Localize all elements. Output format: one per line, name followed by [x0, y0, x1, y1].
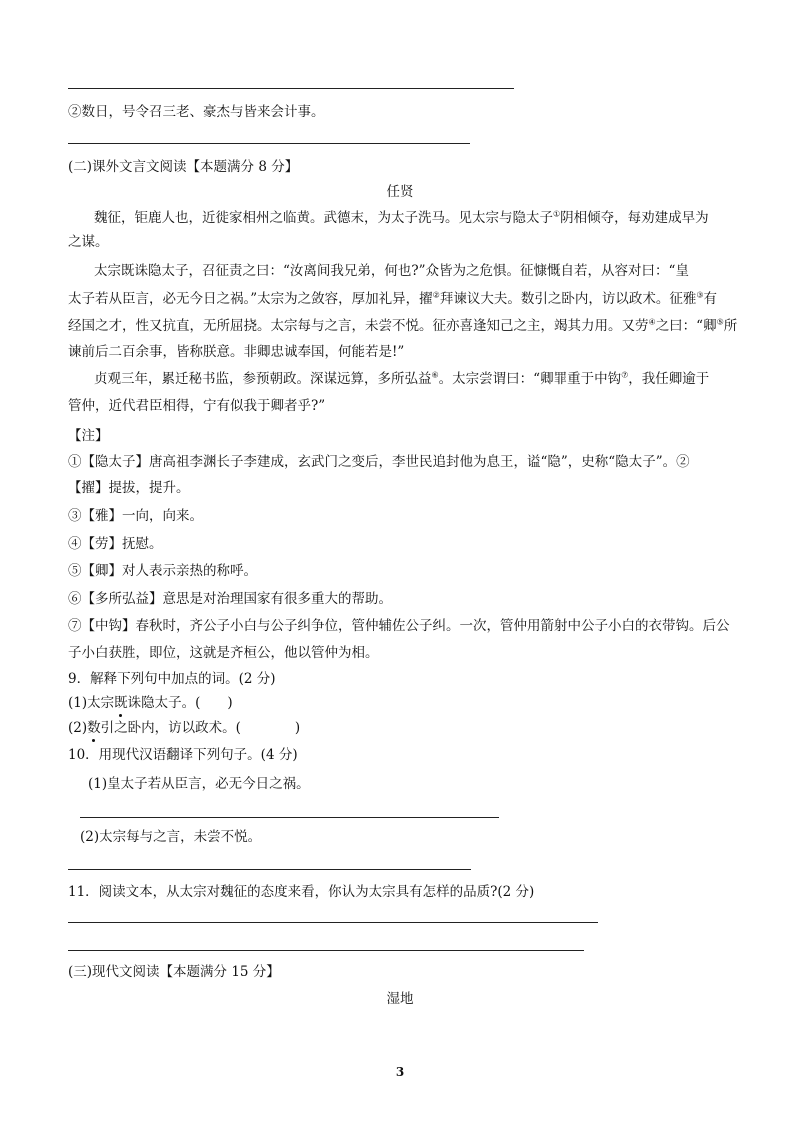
note-item: ⑥【多所弘益】意思是对治理国家有很多重大的帮助。 — [68, 591, 392, 607]
note-item: ③【雅】一向，向来。 — [68, 508, 203, 524]
notes-title: 【注】 — [68, 428, 109, 444]
answer-line[interactable] — [80, 817, 499, 818]
section-header: (二)课外文言文阅读【本题满分 8 分】 — [68, 159, 299, 175]
question-subitem: (1)皇太子若从臣言，必无今日之祸。 — [88, 776, 310, 792]
note-item: 子小白获胜，即位，这就是齐桓公，他以管仲为相。 — [68, 645, 379, 661]
note-item: ⑦【中钩】春秋时，齐公子小白与公子纠争位，管仲辅佐公子纠。一次，管仲用箭射中公子小白的衣带钩。后公 — [68, 618, 730, 634]
answer-line[interactable] — [68, 869, 471, 870]
passage-paragraph-cont: 经国之才，性又抗直，无所屈挠。太宗每与之言，未尝不悦。征亦喜逢知己之主，竭其力用。又劳④之曰：“卿⑤所 — [68, 317, 738, 334]
question-subitem: (2)数引之卧内，访以政术。( ) — [68, 720, 301, 736]
question-subitem: (1)太宗既诛隐太子。( ) — [68, 695, 233, 711]
passage-paragraph-cont: 太子若从臣言，必无今日之祸。”太宗为之敛容，厚加礼异，擢②拜谏议大夫。数引之卧内，访以政术。征雅③有 — [68, 290, 717, 307]
question-stem: 10．用现代汉语翻译下列句子。(4 分) — [68, 747, 298, 763]
answer-line[interactable] — [68, 950, 584, 951]
question-subitem: (2)太宗每与之言，未尝不悦。 — [80, 829, 262, 845]
answer-line[interactable] — [68, 143, 470, 144]
passage-paragraph-cont: 管仲，近代君臣相得，宁有似我于卿者乎?” — [68, 398, 326, 414]
section-header: (三)现代文阅读【本题满分 15 分】 — [68, 964, 280, 980]
note-item: ①【隐太子】唐高祖李渊长子李建成，玄武门之变后，李世民追封他为息王，谥“隐”，史称“隐太子”。② — [68, 454, 690, 470]
passage-paragraph: 贞观三年，累迁秘书监，参预朝政。深谋远算，多所弘益⑥。太宗尝谓曰：“卿罪重于中钩⑦，我任卿逾于 — [94, 370, 710, 387]
passage-paragraph: 太宗既诛隐太子，召征责之曰：“汝离间我兄弟，何也?”众皆为之危惧。征慷慨自若，从容对曰：“皇 — [94, 263, 689, 279]
question-stem: 11．阅读文本，从太宗对魏征的态度来看，你认为太宗具有怎样的品质?(2 分) — [68, 884, 535, 900]
prev-question-item: ②数日，号令召三老、豪杰与皆来会计事。 — [68, 104, 325, 120]
question-stem: 9．解释下列句中加点的词。(2 分) — [68, 671, 276, 687]
note-item: ⑤【卿】对人表示亲热的称呼。 — [68, 563, 257, 579]
answer-line[interactable] — [68, 922, 598, 923]
passage-paragraph: 魏征，钜鹿人也，近徙家相州之临黄。武德末，为太子洗马。见太宗与隐太子①阴相倾夺，每劝建成早为 — [94, 209, 709, 226]
note-item: ④【劳】抚慰。 — [68, 536, 163, 552]
passage-title: 湿地 — [386, 991, 414, 1007]
passage-paragraph-cont: 之谋。 — [68, 234, 109, 250]
passage-title: 任贤 — [386, 184, 414, 200]
note-item: 【擢】提拔，提升。 — [68, 480, 190, 496]
answer-line[interactable] — [68, 88, 514, 89]
passage-paragraph-cont: 谏前后二百余事，皆称朕意。非卿忠诚奉国，何能若是!” — [68, 344, 405, 360]
page-number: 3 — [395, 1065, 405, 1079]
